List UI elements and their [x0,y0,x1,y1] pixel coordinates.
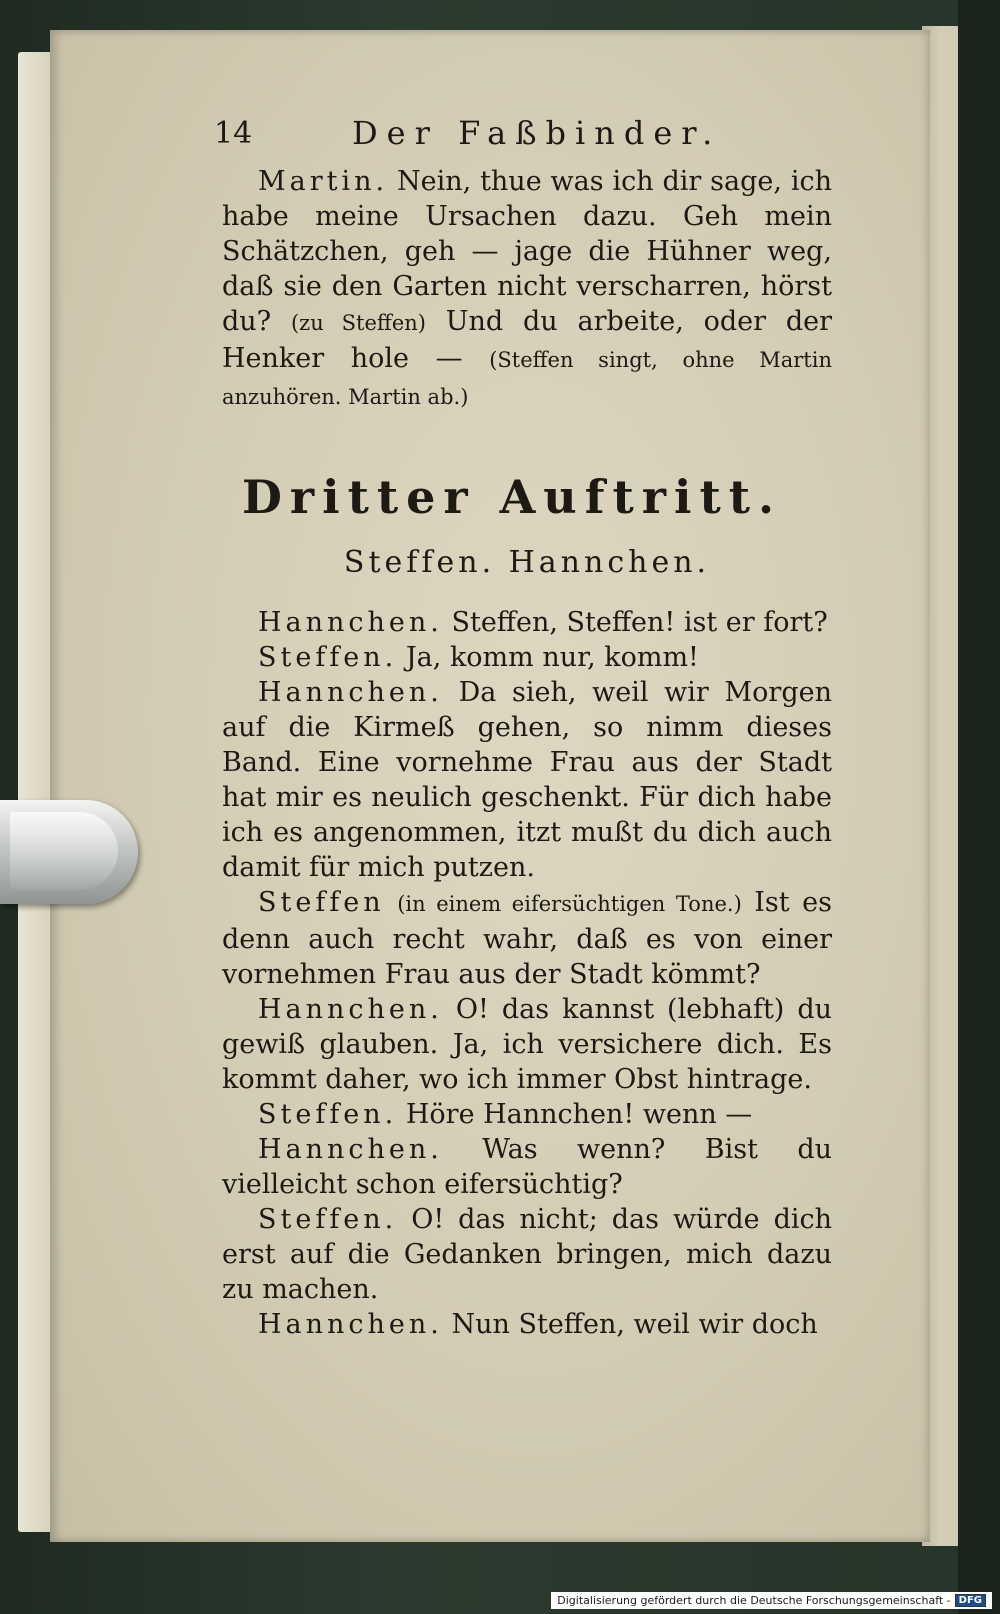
scene-characters: Steffen. Hannchen. [343,545,711,580]
speech-text: O! das kannst (lebhaft) du gewiß glauben. Ja, ich versichere dich. Es kommt daher, wo ich immer Obst hintrage. [222,994,832,1095]
speech-text: Da sieh, weil wir Morgen auf die Kirmeß gehen, so nimm dieses Band. Eine vornehme Frau aus der Stadt hat mir es neulich geschenkt. Für dich habe ich es angenommen, itzt mußt du dich auch damit für mich putzen. [222,677,832,883]
speaker-name: Hannchen. [258,994,443,1025]
speaker-name: Hannchen. [258,607,443,638]
speaker-name: Martin. [258,166,389,197]
speech-text: Ist es denn auch recht wahr, daß es von einer vornehmen Frau aus der Stadt kömmt? [222,887,832,990]
speech-text: O! das nicht; das würde dich erst auf die Gedanken bringen, mich dazu zu machen. [222,1204,832,1305]
page-number: 14 [214,116,253,151]
running-title: Der Faßbinder. [352,114,722,152]
dialogue-line [222,992,832,1097]
speech-text: Höre Hannchen! wenn — [405,1099,753,1130]
credit-text: Digitalisierung gefördert durch die Deutsche Forschungsgemeinschaft - [557,1594,951,1607]
dialogue-line [222,885,832,992]
dfg-logo-icon: DFG [955,1594,986,1607]
speaker-name: Hannchen. [258,1134,443,1165]
speech-text: Steffen, Steffen! ist er fort? [451,607,828,638]
martin-speech [222,164,832,415]
speaker-name: Hannchen. [258,1309,443,1340]
dialogue-line [222,605,832,640]
right-book-spine [958,0,1000,1614]
speaker-name: Steffen. [258,1099,398,1130]
speaker-name: Steffen [258,887,385,918]
clip-highlight [10,812,118,890]
dialogue-line [222,1202,832,1307]
speech-text: Ja, komm nur, komm! [405,642,699,673]
stage-direction: (Steffen singt, ohne Martin anzuhören. Martin ab.) [222,348,832,409]
speaker-name: Steffen. [258,642,398,673]
dialogue-line [222,1097,832,1132]
dialogue-line [222,675,832,885]
speech-text: Was wenn? Bist du vielleicht schon eifersüchtig? [222,1134,832,1200]
dialogue-line [222,1132,832,1202]
speech-text: Nun Steffen, weil wir doch [451,1309,818,1340]
scene-title: Dritter Auftritt. [241,470,782,524]
dialogue-line [222,640,832,675]
dialogue-line [222,1307,832,1342]
stage-direction: (zu Steffen) [290,311,426,335]
page-clip-holder [0,800,138,904]
running-head [214,108,832,164]
speech-text: Nein, thue was ich dir sage, ich habe meine Ursachen dazu. Geh mein Schätzchen, geh — jage die Hühner weg, daß sie den Garten nicht verscharren, hörst du? [222,166,832,337]
speech-text: Und du arbeite, oder der Henker hole — [222,306,832,374]
digitization-credit [551,1592,992,1609]
speaker-name: Steffen. [258,1204,398,1235]
stage-direction: (in einem eifersüchtigen Tone.) [397,892,742,916]
page-text [214,108,832,1342]
speaker-name: Hannchen. [258,677,443,708]
